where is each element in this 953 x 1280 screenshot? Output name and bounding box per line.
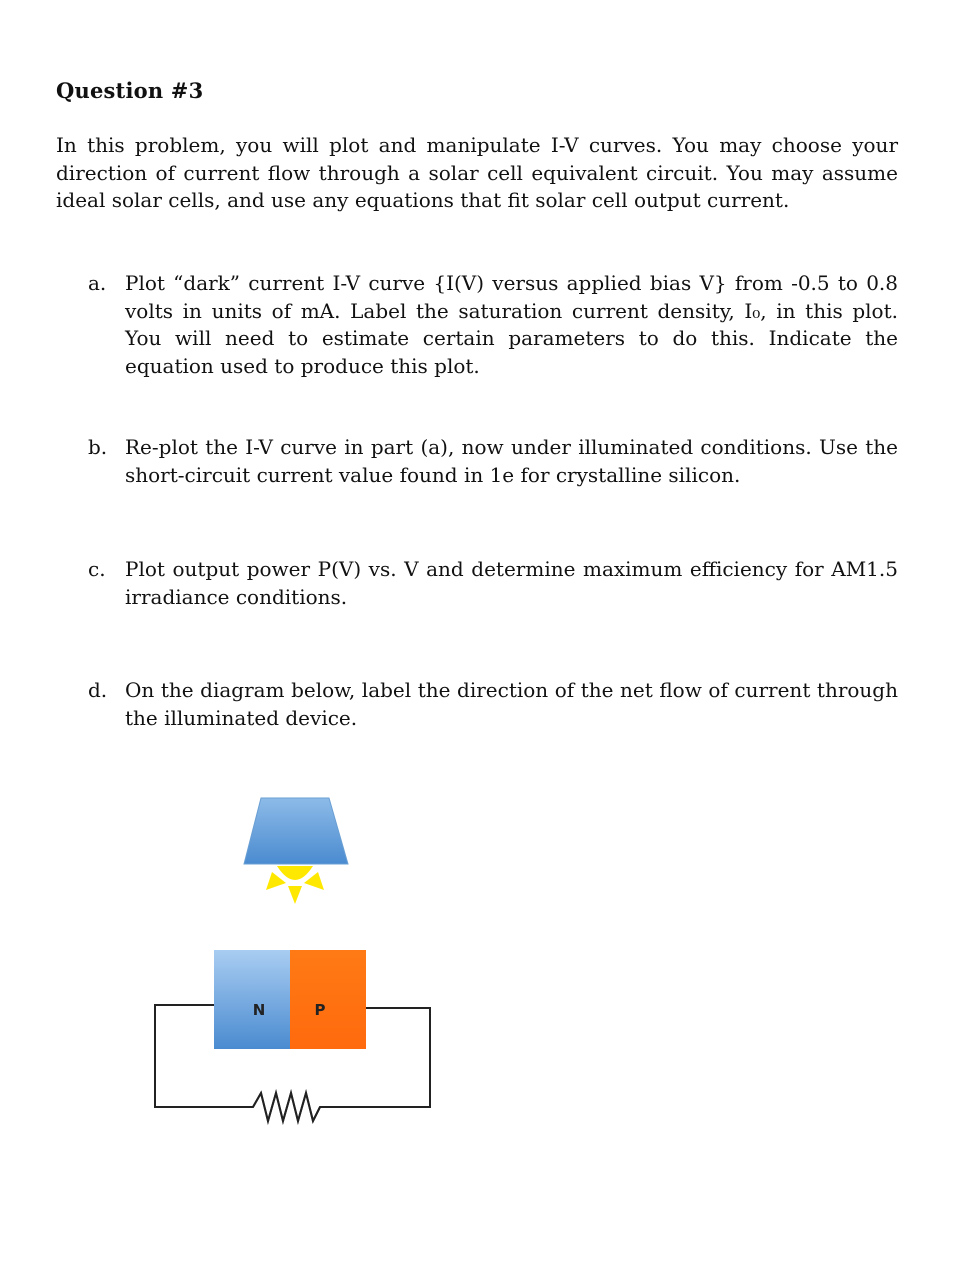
question-part-d (88, 677, 898, 732)
p-region (290, 950, 366, 1049)
solar-cell-diagram (140, 790, 450, 1150)
part-b-text: Re-plot the I-V curve in part (a), now under illuminated conditions. Use the short-circuit current value found in 1e for crystalline silicon. (125, 435, 898, 487)
question-part-b (88, 434, 898, 489)
lamp-icon (244, 798, 348, 864)
part-a-marker: a. (88, 271, 107, 295)
part-a-text: Plot “dark” current I-V curve {I(V) versus applied bias V} from -0.5 to 0.8 volts in units of mA. Label the saturation current density, I₀, in this plot. You will need to estimate certain parameters to do this. Indicate the equation used to produce this plot. (125, 271, 898, 378)
p-region-label: P (314, 1001, 326, 1019)
solar-cell-circuit-svg (140, 790, 450, 1150)
problem-intro: In this problem, you will plot and manipulate I-V curves. You may choose your direction of current flow through a solar cell equivalent circuit. You may assume ideal solar cells, and use any equations that fit solar cell output current. (56, 133, 898, 212)
question-part-a (88, 270, 898, 380)
n-region (214, 950, 290, 1049)
part-c-text: Plot output power P(V) vs. V and determine maximum efficiency for AM1.5 irradiance conditions. (125, 557, 898, 609)
light-rays-icon (266, 866, 324, 904)
part-b-marker: b. (88, 435, 108, 459)
part-c-marker: c. (88, 557, 106, 581)
resistor-icon (253, 1093, 320, 1121)
question-title: Question #3 (56, 78, 204, 103)
part-d-marker: d. (88, 678, 108, 702)
part-d-text: On the diagram below, label the direction of the net flow of current through the illuminated device. (125, 678, 898, 730)
question-part-c (88, 556, 898, 611)
n-region-label: N (252, 1001, 266, 1019)
